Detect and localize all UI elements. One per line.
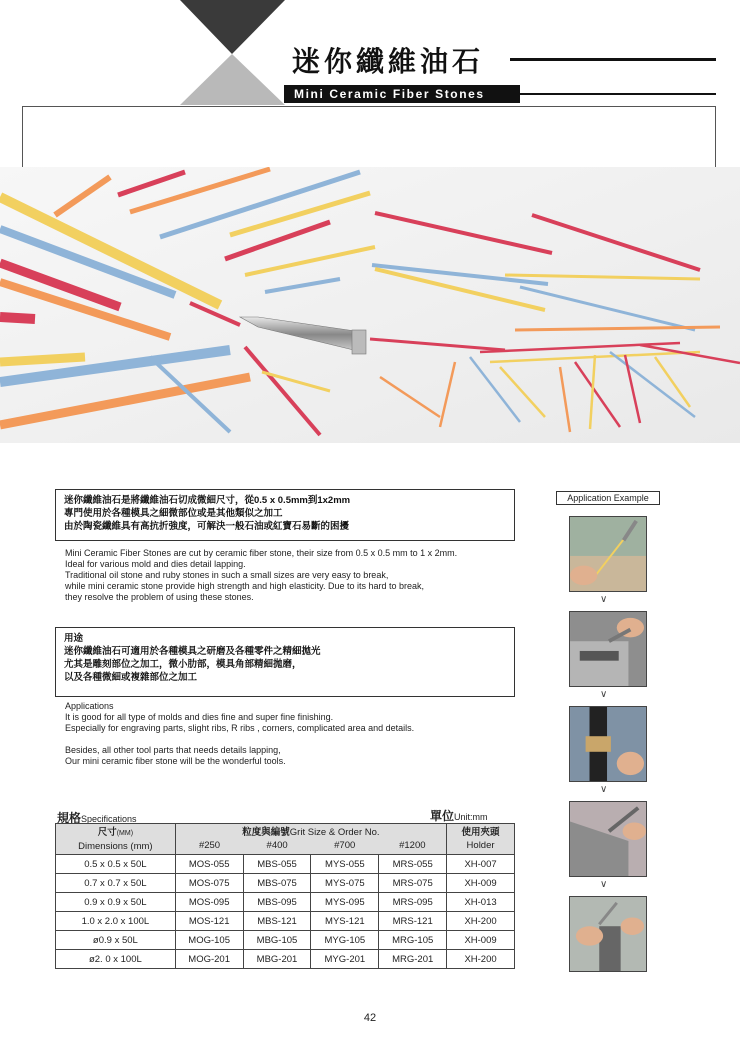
cell-order-no: MRS-055	[379, 855, 447, 874]
unit-label-cn: 單位	[430, 809, 455, 823]
cell-order-no: MYG-201	[311, 950, 379, 969]
applications-cn-line: 以及各種微細或複雜部位之加工	[64, 672, 198, 683]
description-en-line: they resolve the problem of using these stones.	[65, 592, 254, 602]
header-dimensions-en: Dimensions (mm)	[78, 840, 153, 852]
cell-order-no: MBS-095	[243, 893, 311, 912]
cell-dimension: 0.7 x 0.7 x 50L	[56, 874, 176, 893]
cell-holder: XH-013	[447, 893, 515, 912]
cell-dimension: ø0.9 x 50L	[56, 931, 176, 950]
application-photo	[569, 706, 647, 782]
cell-holder: XH-007	[447, 855, 515, 874]
description-cn-box	[55, 489, 515, 541]
cell-order-no: MRS-075	[379, 874, 447, 893]
spec-table	[55, 823, 515, 969]
cell-order-no: MBS-121	[243, 912, 311, 931]
cell-order-no: MRG-105	[379, 931, 447, 950]
cell-holder: XH-009	[447, 874, 515, 893]
product-photo	[0, 167, 740, 443]
unit-label	[430, 807, 488, 824]
applications-en-line: Besides, all other tool parts that needs details lapping,	[65, 745, 281, 755]
cell-order-no: MOG-105	[175, 931, 243, 950]
cell-dimension: 0.9 x 0.9 x 50L	[56, 893, 176, 912]
cell-order-no: MBG-105	[243, 931, 311, 950]
cell-holder: XH-200	[447, 950, 515, 969]
cell-order-no: MOS-095	[175, 893, 243, 912]
applications-cn-line: 迷你纖維油石可適用於各種模具之研磨及各種零件之精細拋光	[64, 646, 321, 657]
grit-1200: #1200	[399, 840, 426, 851]
application-photo	[569, 801, 647, 877]
header-grit-cn: 粒度與編號	[242, 827, 290, 838]
cell-order-no: MYS-055	[311, 855, 379, 874]
cell-order-no: MYS-121	[311, 912, 379, 931]
header-dimensions	[56, 824, 176, 855]
applications-en-line: Especially for engraving parts, slight ribs, R ribs , corners, complicated area and details.	[65, 723, 415, 733]
description-en-line: Ideal for various mold and dies detail lapping.	[65, 559, 246, 569]
cell-order-no: MRS-121	[379, 912, 447, 931]
header-grit	[175, 824, 446, 855]
cell-order-no: MYS-075	[311, 874, 379, 893]
cell-order-no: MOS-121	[175, 912, 243, 931]
cell-holder: XH-009	[447, 931, 515, 950]
cell-order-no: MOS-055	[175, 855, 243, 874]
chevron-down-icon: ∨	[600, 594, 608, 605]
cell-order-no: MYG-105	[311, 931, 379, 950]
header-holder-en: Holder	[466, 840, 495, 851]
table-row	[56, 912, 515, 931]
applications-en-line: Our mini ceramic fiber stone will be the wonderful tools.	[65, 756, 286, 766]
applications-cn-box	[55, 627, 515, 697]
cell-dimension: 1.0 x 2.0 x 100L	[56, 912, 176, 931]
header-dimensions-cn: 尺寸	[97, 826, 117, 838]
description-cn-line: 專門使用於各種模具之細微部位或是其他類似之加工	[64, 508, 283, 519]
grit-250: #250	[198, 840, 221, 851]
title-rule	[510, 58, 716, 61]
header-grit-en: Grit Size & Order No.	[289, 827, 380, 838]
header-holder	[447, 824, 515, 855]
spec-label-en: Specifications	[81, 814, 137, 824]
cell-order-no: MBG-201	[243, 950, 311, 969]
cell-order-no: MOS-075	[175, 874, 243, 893]
cell-dimension: 0.5 x 0.5 x 50L	[56, 855, 176, 874]
header-dimensions-mm: (MM)	[116, 829, 134, 837]
grit-400: #400	[266, 840, 288, 851]
chevron-down-icon: ∨	[600, 879, 608, 890]
description-en-line: Mini Ceramic Fiber Stones are cut by ceramic fiber stone, their size from 0.5 x 0.5 mm to 1 x 2mm.	[65, 548, 458, 558]
applications-en-line: It is good for all type of molds and dies fine and super fine finishing.	[65, 712, 334, 722]
description-en-line: while mini ceramic stone provide high strength and high elasticity. Due to its hard to break,	[65, 581, 425, 591]
application-photo	[569, 516, 647, 592]
page-title-cn: 迷你纖維油石	[292, 45, 485, 78]
page-title-en: Mini Ceramic Fiber Stones	[284, 85, 520, 103]
cell-order-no: MBS-055	[243, 855, 311, 874]
header-holder-cn: 使用夾頭	[461, 827, 500, 838]
cell-order-no: MRS-095	[379, 893, 447, 912]
cell-order-no: MOG-201	[175, 950, 243, 969]
cell-holder: XH-200	[447, 912, 515, 931]
cell-order-no: MBS-075	[243, 874, 311, 893]
application-photo	[569, 611, 647, 687]
applications-cn-line: 尤其是雕刻部位之加工，微小肋部，模具角部精細拋磨，	[64, 659, 302, 670]
page-number: 42	[363, 1012, 377, 1024]
table-row	[56, 950, 515, 969]
description-cn-line: 迷你纖維油石是將纖維油石切成微細尺寸，從0.5 x 0.5mm到1x2mm	[64, 495, 351, 506]
description-en	[65, 548, 525, 603]
spec-table-header	[56, 824, 515, 855]
applications-en-line	[65, 734, 525, 745]
cell-order-no: MYS-095	[311, 893, 379, 912]
table-row	[56, 893, 515, 912]
applications-en-line: Applications	[65, 701, 114, 711]
subtitle-rule	[520, 93, 716, 95]
description-cn-line: 由於陶瓷纖維具有高抗折強度，可解決一般石油或紅寶石易斷的困擾	[64, 521, 350, 532]
application-example-label: Application Example	[556, 491, 660, 505]
spec-label-cn: 規格	[57, 811, 82, 825]
table-row	[56, 874, 515, 893]
applications-cn-line: 用途	[64, 633, 84, 644]
chevron-down-icon: ∨	[600, 689, 608, 700]
application-photo	[569, 896, 647, 972]
cell-order-no: MRG-201	[379, 950, 447, 969]
unit-label-en: Unit:mm	[454, 812, 488, 822]
header-box	[22, 106, 716, 168]
table-row	[56, 855, 515, 874]
table-row	[56, 931, 515, 950]
chevron-down-icon: ∨	[600, 784, 608, 795]
applications-en	[65, 701, 525, 767]
cell-dimension: ø2. 0 x 100L	[56, 950, 176, 969]
description-en-line: Traditional oil stone and ruby stones in such a small sizes are very easy to break,	[65, 570, 389, 580]
grit-700: #700	[334, 840, 356, 851]
